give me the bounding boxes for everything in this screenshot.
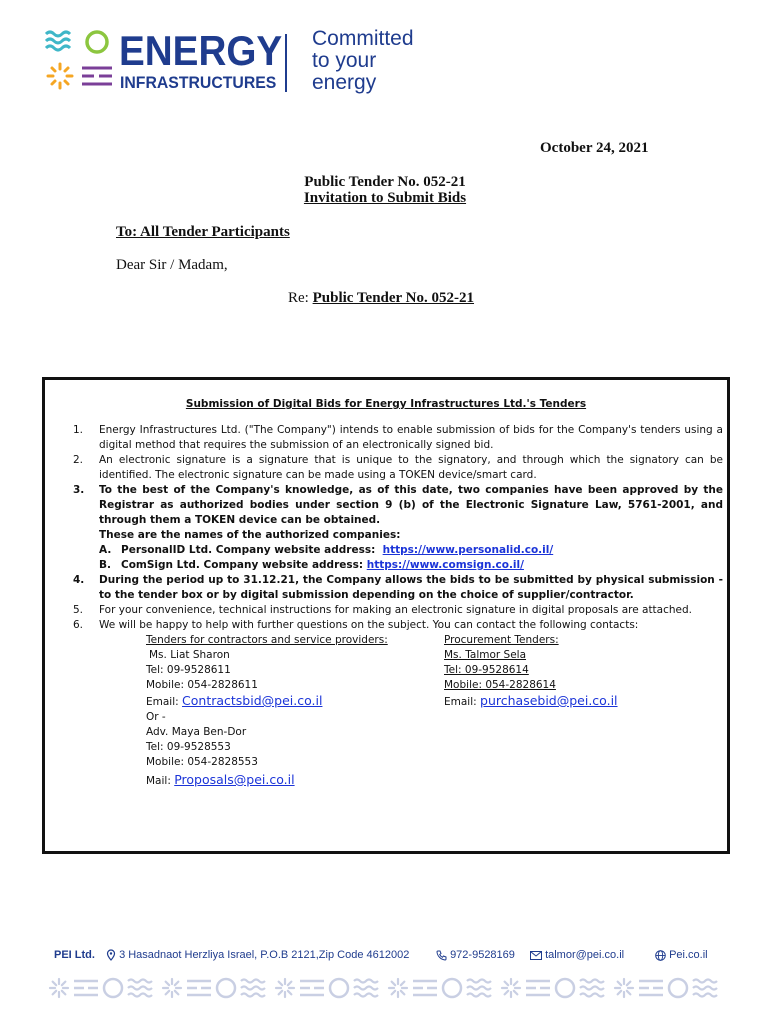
pattern-mark: [175, 982, 179, 986]
list-text-main: To the best of the Company's knowledge, as of this date, two companies have been approved by the Registrar as authorized bodies under section 9 (b) of the Electronic Signature Law, 5761-2001, and through them a TOKEN device can be obtained.: [99, 484, 723, 526]
pattern-mark: [354, 980, 378, 983]
list-text: [99, 483, 723, 543]
list-text-extra: These are the names of the authorized companies:: [99, 529, 401, 541]
list-number: 3.: [73, 484, 85, 496]
email-label: Email:: [444, 696, 481, 708]
pattern-mark: [401, 982, 405, 986]
pattern-mark: [241, 987, 265, 990]
contact-name-2: Adv. Maya Ben-Dor: [146, 726, 247, 738]
contacts-procurement: [444, 633, 704, 710]
company-logo: [44, 28, 444, 98]
pattern-mark: [288, 982, 292, 986]
pattern-mark: [354, 987, 378, 990]
pattern-mark: [618, 982, 622, 986]
pattern-mark: [627, 982, 631, 986]
re-line: [288, 290, 474, 307]
pattern-mark: [580, 987, 604, 990]
list-text: Energy Infrastructures Ltd. ("The Company") intends to enable submission of bids for the Company's tenders using a digital method that requires the submission of an electronically signed bid.: [99, 424, 723, 451]
contact-name: Ms. Talmor Sela: [444, 649, 527, 661]
pattern-mark: [128, 980, 152, 983]
brand-name-energy: ENERGY: [119, 27, 283, 74]
tagline-line-3: energy: [312, 71, 377, 94]
pattern-mark: [514, 982, 518, 986]
pattern-mark: [330, 979, 348, 997]
decorative-pattern-icon: [48, 975, 728, 1001]
re-value: Public Tender No. 052-21: [312, 290, 475, 306]
pattern-mark: [467, 994, 491, 997]
comsign-link[interactable]: https://www.comsign.co.il/: [366, 559, 524, 571]
pattern-mark: [217, 979, 235, 997]
company-letter: B.: [99, 559, 111, 571]
proposals-email-link[interactable]: Proposals@pei.co.il: [174, 772, 295, 787]
pattern-mark: [166, 991, 170, 995]
addressee: To: All Tender Participants: [116, 224, 290, 240]
pattern-mark: [175, 991, 179, 995]
letter-subtitle: Invitation to Submit Bids: [303, 190, 467, 206]
page-footer: [54, 949, 734, 967]
contact-tel: Tel: 09-9528614: [444, 664, 529, 676]
footer-phone: [436, 949, 515, 961]
company-b: [99, 558, 524, 573]
envelope-icon: [530, 951, 542, 960]
footer-web: [655, 949, 708, 961]
footer-company: PEI Ltd.: [54, 949, 95, 961]
pattern-mark: [53, 982, 57, 986]
pattern-mark: [693, 980, 717, 983]
pattern-mark: [556, 979, 574, 997]
pattern-mark: [467, 980, 491, 983]
pattern-mark: [443, 979, 461, 997]
energy-logo-mark-icon: [44, 28, 116, 94]
footer-email-text[interactable]: talmor@pei.co.il: [545, 949, 625, 961]
personalid-link[interactable]: https://www.personalid.co.il/: [382, 544, 554, 556]
box-title: Submission of Digital Bids for Energy Infrastructures Ltd.'s Tenders: [185, 398, 587, 410]
list-number: 4.: [73, 574, 85, 586]
pattern-mark: [514, 991, 518, 995]
greeting: Dear Sir / Madam,: [116, 257, 228, 273]
pattern-mark: [580, 980, 604, 983]
contact-or: Or -: [146, 711, 166, 723]
footer-email: [530, 949, 624, 961]
pattern-mark: [580, 994, 604, 997]
pattern-mark: [166, 982, 170, 986]
list-text: During the period up to 31.12.21, the Company allows the bids to be submitted by physical submission - to the tender box or by digital submission depending on the choice of supplier/contractor.: [99, 574, 723, 601]
company-a: [99, 543, 553, 558]
pattern-mark: [693, 987, 717, 990]
footer-address-text: 3 Hasadnaot Herzliya Israel, P.O.B 2121,Zip Code 4612002: [119, 949, 410, 961]
contact-mobile: Mobile: 054-2828611: [146, 679, 258, 691]
contact-mobile: Mobile: 054-2828614: [444, 679, 556, 691]
contacts-heading: Tenders for contractors and service providers:: [146, 634, 388, 646]
tagline-line-1: Committed: [312, 27, 414, 50]
list-number: 1.: [73, 424, 84, 436]
pattern-mark: [53, 991, 57, 995]
company-label: ComSign Ltd. Company website address:: [121, 559, 364, 571]
pattern-mark: [279, 991, 283, 995]
list-text: For your convenience, technical instructions for making an electronic signature in digital proposals are attached.: [99, 604, 692, 616]
pattern-mark: [392, 991, 396, 995]
pattern-mark: [128, 987, 152, 990]
pattern-mark: [467, 987, 491, 990]
globe-icon: [655, 950, 666, 961]
re-label: Re:: [288, 290, 313, 306]
contact-email-row: [146, 693, 446, 710]
brand-tagline: [312, 28, 414, 94]
contact-email-row: [444, 693, 704, 710]
pattern-mark: [354, 994, 378, 997]
contractsbid-email-link[interactable]: Contractsbid@pei.co.il: [182, 693, 323, 708]
list-number: 6.: [73, 619, 84, 631]
list-number: 2.: [73, 454, 84, 466]
contacts-heading: Procurement Tenders:: [444, 634, 559, 646]
pattern-mark: [401, 991, 405, 995]
pattern-mark: [241, 980, 265, 983]
pattern-mark: [279, 982, 283, 986]
contact-tel: Tel: 09-9528611: [146, 664, 231, 676]
pattern-mark: [669, 979, 687, 997]
pattern-mark: [104, 979, 122, 997]
list-text: An electronic signature is a signature that is unique to the signatory, and through which the signatory can be identified. The electronic signature can be made using a TOKEN device/smart card.: [99, 454, 723, 481]
contact-name: Ms. Liat Sharon: [149, 649, 230, 661]
company-letter: A.: [99, 544, 112, 556]
tagline-line-2: to your: [312, 49, 377, 72]
pattern-mark: [693, 994, 717, 997]
location-pin-icon: [106, 949, 116, 961]
contact-mail-row: [146, 772, 446, 789]
contacts-tenders: [146, 633, 446, 789]
email-label: Email:: [146, 696, 183, 708]
tender-number: Public Tender No. 052-21: [304, 174, 466, 190]
footer-address: [106, 949, 409, 961]
pattern-mark: [505, 982, 509, 986]
brand-name-infrastructures: INFRASTRUCTURES: [120, 73, 277, 92]
purchasebid-email-link[interactable]: purchasebid@pei.co.il: [480, 693, 618, 708]
pattern-mark: [505, 991, 509, 995]
pattern-mark: [128, 994, 152, 997]
brand-divider: [285, 34, 287, 92]
pattern-mark: [62, 982, 66, 986]
list-number: 5.: [73, 604, 84, 616]
company-label: PersonalID Ltd. Company website address:: [121, 544, 376, 556]
contact-tel-2: Tel: 09-9528553: [146, 741, 231, 753]
pattern-mark: [392, 982, 396, 986]
pattern-mark: [241, 994, 265, 997]
letter-date: October 24, 2021: [540, 140, 649, 156]
digital-bids-box: [42, 377, 730, 854]
contact-mobile-2: Mobile: 054-2828553: [146, 756, 258, 768]
footer-web-text[interactable]: Pei.co.il: [669, 949, 708, 961]
mail-label: Mail:: [146, 775, 175, 787]
pattern-mark: [288, 991, 292, 995]
pattern-mark: [62, 991, 66, 995]
list-text: We will be happy to help with further questions on the subject. You can contact the following contacts:: [99, 619, 639, 631]
pattern-mark: [627, 991, 631, 995]
pattern-mark: [618, 991, 622, 995]
footer-phone-text: 972-9528169: [450, 949, 515, 961]
phone-icon: [436, 950, 447, 961]
